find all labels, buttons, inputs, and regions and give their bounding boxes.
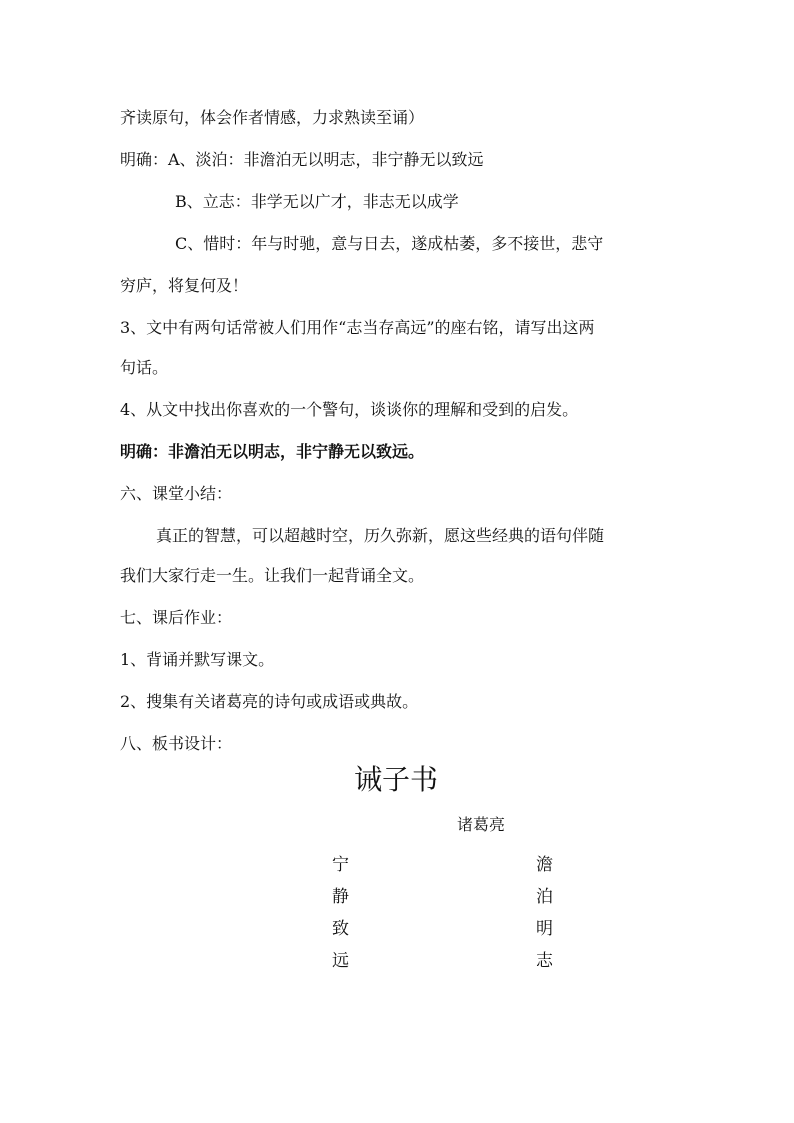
board-char: 致 xyxy=(332,919,349,939)
text-line: 1、背诵并默写课文。 xyxy=(120,650,275,669)
text-line: C、惜时：年与时驰，意与日去，遂成枯萎，多不接世，悲守 xyxy=(175,234,604,253)
board-left-column xyxy=(332,855,356,983)
text-line: 齐读原句，体会作者情感，力求熟读至诵） xyxy=(120,108,425,127)
board-char: 志 xyxy=(536,951,553,971)
text-line: 穷庐，将复何及！ xyxy=(120,276,249,295)
board-char: 明 xyxy=(536,919,553,939)
board-char: 澹 xyxy=(536,855,553,875)
board-char: 远 xyxy=(332,951,349,971)
answer-line: 明确：非澹泊无以明志，非宁静无以致远。 xyxy=(120,442,425,461)
board-right-column xyxy=(536,855,560,983)
board-author: 诸葛亮 xyxy=(457,815,506,834)
text-line: B、立志：非学无以广才，非志无以成学 xyxy=(175,192,459,211)
text-line: 我们大家行走一生。让我们一起背诵全文。 xyxy=(120,566,425,585)
section-heading: 八、板书设计： xyxy=(120,734,233,753)
text-line: 4、从文中找出你喜欢的一个警句，谈谈你的理解和受到的启发。 xyxy=(120,400,579,419)
section-heading: 六、课堂小结： xyxy=(120,484,233,503)
text-line: 真正的智慧，可以超越时空，历久弥新，愿这些经典的语句伴随 xyxy=(156,526,605,545)
section-heading: 七、课后作业： xyxy=(120,608,233,627)
text-line: 2、搜集有关诸葛亮的诗句或成语或典故。 xyxy=(120,692,419,711)
text-line: 明确：A、淡泊：非澹泊无以明志，非宁静无以致远 xyxy=(120,150,484,169)
board-char: 宁 xyxy=(332,855,349,875)
board-char: 静 xyxy=(332,887,349,907)
board-char: 泊 xyxy=(536,887,553,907)
text-line: 句话。 xyxy=(120,358,169,377)
text-line: 3、文中有两句话常被人们用作“志当存高远”的座右铭，请写出这两 xyxy=(120,318,595,337)
board-title: 诫子书 xyxy=(354,763,439,796)
